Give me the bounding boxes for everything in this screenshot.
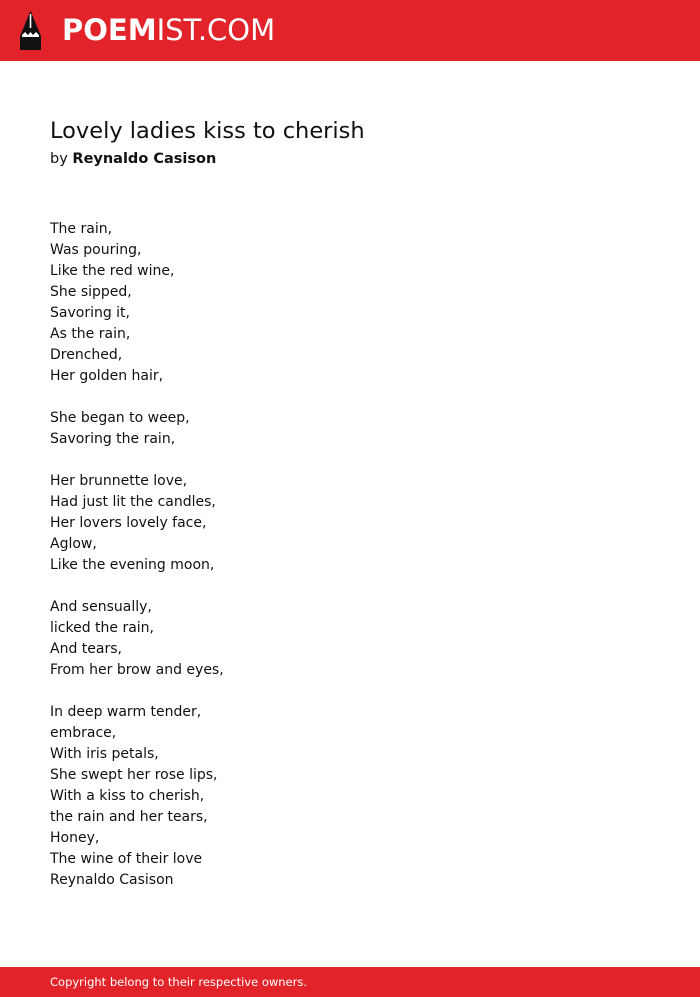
poem-line: She began to weep, (50, 410, 190, 426)
poem-line: And sensually, (50, 599, 152, 615)
poem-line: She sipped, (50, 284, 132, 300)
poem-line: licked the rain, (50, 620, 155, 636)
poem-line: With a kiss to cherish, (50, 788, 205, 804)
poem-line: The rain, (50, 221, 113, 237)
pencil-tip-icon (17, 10, 44, 51)
site-logo[interactable] (62, 12, 275, 48)
poem-line: From her brow and eyes, (50, 662, 224, 678)
poem-line: She swept her rose lips, (50, 767, 218, 783)
logo-light-text: IST.COM (156, 13, 276, 47)
stanza-gap (50, 450, 224, 471)
poem-line: With iris petals, (50, 746, 159, 762)
copyright-text: Copyright belong to their respective owners. (50, 975, 308, 989)
stanza-gap (50, 576, 224, 597)
byline (50, 148, 216, 170)
poem-line: Reynaldo Casison (50, 872, 174, 888)
poem-body (50, 219, 224, 891)
poem-line: As the rain, (50, 326, 131, 342)
poem-line: embrace, (50, 725, 117, 741)
by-label: by (50, 151, 68, 167)
poem-line: Savoring it, (50, 305, 131, 321)
poem-line: Aglow, (50, 536, 97, 552)
stanza-gap (50, 681, 224, 702)
poem-line: Savoring the rain, (50, 431, 176, 447)
poem-line: Drenched, (50, 347, 123, 363)
poem-title: Lovely ladies kiss to cherish (50, 118, 365, 144)
poem-line: In deep warm tender, (50, 704, 202, 720)
logo-bold-text: POEM (62, 13, 157, 47)
poem-line: Honey, (50, 830, 100, 846)
poem-line: Her lovers lovely face, (50, 515, 207, 531)
poem-line: the rain and her tears, (50, 809, 208, 825)
poem-line: Like the evening moon, (50, 557, 215, 573)
site-footer (0, 967, 700, 997)
poem-line: Had just lit the candles, (50, 494, 216, 510)
poem-line: The wine of their love (50, 851, 203, 867)
site-header (0, 0, 700, 61)
poem-line: Was pouring, (50, 242, 142, 258)
poem-line: Like the red wine, (50, 263, 175, 279)
poem-line: And tears, (50, 641, 122, 657)
author-name: Reynaldo Casison (72, 151, 217, 167)
poem-line: Her golden hair, (50, 368, 164, 384)
stanza-gap (50, 387, 224, 408)
poem-line: Her brunnette love, (50, 473, 188, 489)
